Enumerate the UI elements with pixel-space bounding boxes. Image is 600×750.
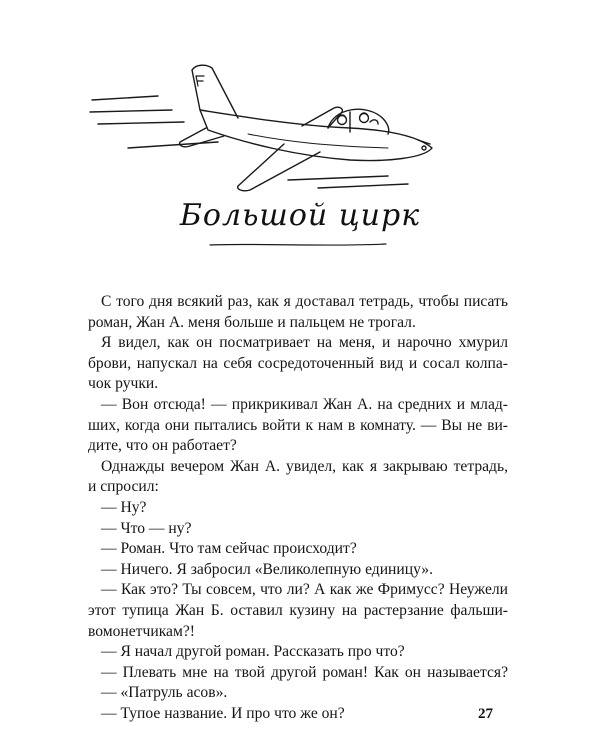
page-number: 27 bbox=[478, 706, 493, 722]
text-line: этот тупица Жан Б. оставил кузину на растерзание фальши- bbox=[88, 601, 508, 619]
text-line: брови, напускал на себя сосредоточенный вид и сосал колпа- bbox=[88, 354, 508, 372]
title-flourish bbox=[208, 242, 388, 248]
chapter-title: Большой цирк bbox=[179, 198, 421, 233]
text-line: чок ручки. bbox=[88, 375, 159, 393]
text-line: вомонетчикам?! bbox=[88, 622, 195, 640]
text-line: — Я начал другой роман. Рассказать про что? bbox=[101, 643, 405, 661]
text-line: — Вон отсюда! — прикрикивал Жан А. на средних и млад- bbox=[101, 395, 508, 413]
text-line: — Роман. Что там сейчас происходит? bbox=[101, 540, 357, 558]
body-text bbox=[88, 292, 508, 724]
text-line: — Ну? bbox=[101, 498, 147, 516]
text-line: — Тупое название. И про что же он? bbox=[101, 704, 345, 722]
text-line: ших, когда они пытались войти к нам в комнату. — Вы не ви- bbox=[88, 416, 508, 434]
text-line: — Плевать мне на твой другой роман! Как он называется? bbox=[101, 663, 508, 681]
text-line: дите, что он работает? bbox=[88, 437, 237, 455]
text-line: — Как это? Ты совсем, что ли? А как же Фримусс? Неужели bbox=[101, 581, 508, 599]
airplane-drawing-icon bbox=[88, 52, 448, 192]
text-line: Однажды вечером Жан А. увидел, как я закрываю тетрадь, bbox=[101, 457, 508, 475]
text-line: — «Патруль асов». bbox=[101, 684, 228, 702]
text-line: — Что — ну? bbox=[101, 519, 192, 537]
text-line: С того дня всякий раз, как я доставал тетрадь, чтобы писать bbox=[101, 293, 508, 310]
text-line: Я видел, как он посматривает на меня, и нарочно хмурил bbox=[101, 334, 508, 352]
text-line: роман, Жан А. меня больше и пальцем не трогал. bbox=[88, 313, 416, 331]
text-line: — Ничего. Я забросил «Великолепную единицу». bbox=[101, 560, 433, 578]
text-line: и спросил: bbox=[88, 478, 159, 496]
